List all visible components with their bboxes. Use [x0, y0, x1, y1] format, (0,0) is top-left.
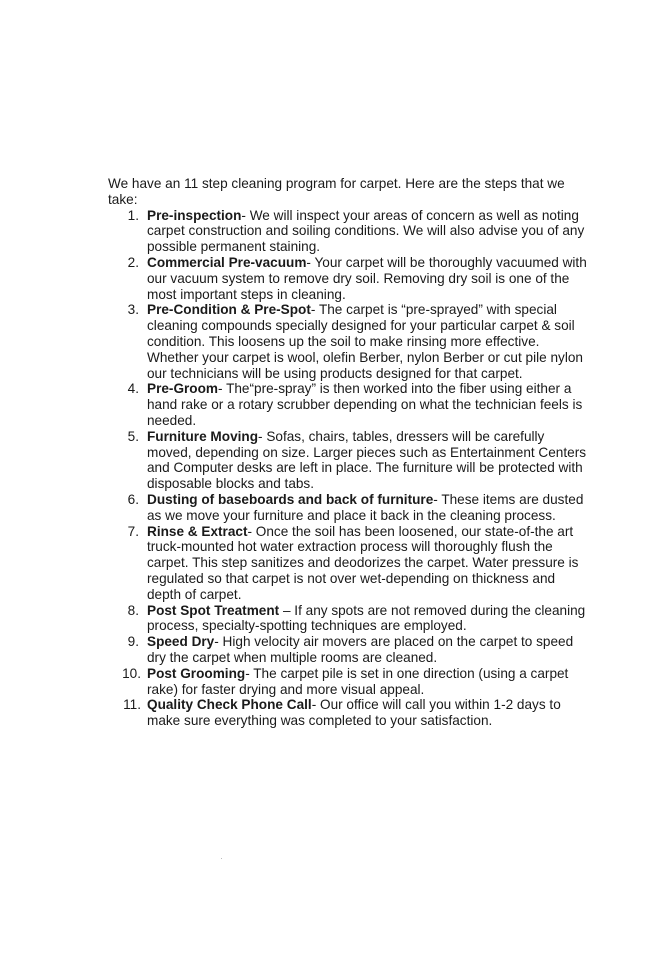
step-text: - Sofas, chairs, tables, dressers will be carefully moved, depending on size. Larger pieces such as Entertainment Centers and Computer desks are left in place. The furniture will be protected with disposable blocks and tabs.	[147, 428, 587, 492]
step-item-1	[108, 208, 590, 255]
steps-list	[108, 208, 590, 729]
step-number: 3.	[127, 302, 139, 318]
step-number: 5.	[127, 428, 139, 444]
step-title: Furniture Moving	[147, 428, 259, 444]
step-text: - These items are dusted as we move your furniture and place it back in the cleaning process.	[147, 491, 584, 523]
step-text: - Your carpet will be thoroughly vacuumed with our vacuum system to remove dry soil. Removing dry soil is one of the most important steps in cleaning.	[147, 254, 587, 302]
step-item-4	[108, 381, 590, 428]
step-number: 7.	[127, 523, 139, 539]
step-number: 11.	[123, 697, 141, 713]
step-title: Speed Dry	[147, 634, 215, 650]
step-item-2	[108, 255, 590, 302]
step-title: Commercial Pre-vacuum	[147, 254, 307, 270]
step-number: 1.	[127, 207, 139, 223]
step-title: Pre-Groom	[147, 381, 219, 397]
intro-paragraph: We have an 11 step cleaning program for carpet. Here are the steps that we take:	[108, 176, 565, 207]
step-item-5	[108, 429, 590, 492]
document-body	[108, 176, 590, 729]
step-item-11	[108, 697, 590, 729]
step-text: - Once the soil has been loosened, our state-of-the art truck-mounted hot water extraction process will thoroughly flush the carpet. This step sanitizes and deodorizes the carpet. Water pressure is regulated so that carpet is not over wet-depending on thickness and depth of carpet.	[147, 523, 579, 602]
step-title: Dusting of baseboards and back of furniture	[147, 491, 434, 507]
step-number: 6.	[127, 491, 139, 507]
step-item-9	[108, 634, 590, 666]
step-title: Quality Check Phone Call	[147, 697, 312, 713]
step-number: 2.	[127, 254, 139, 270]
step-item-3	[108, 302, 590, 381]
step-text: - High velocity air movers are placed on the carpet to speed dry the carpet when multiple rooms are cleaned.	[147, 634, 574, 665]
step-text: - We will inspect your areas of concern as well as noting carpet construction and soiling conditions. We will also advise you of any possible permanent staining.	[147, 207, 585, 255]
step-number: 9.	[127, 634, 139, 650]
step-text: - The carpet pile is set in one direction (using a carpet rake) for faster drying and more visual appeal.	[147, 665, 569, 697]
step-text: - The“pre-spray” is then worked into the fiber using either a hand rake or a rotary scrubber depending on what the technician feels is needed.	[147, 381, 583, 428]
step-title: Pre-inspection	[147, 207, 242, 223]
step-item-8	[108, 603, 590, 635]
step-text: - The carpet is “pre-sprayed” with special cleaning compounds specially designed for your particular carpet & soil condition. This loosens up the soil to make rinsing more effective. Whether your carpet is wool, olefin Berber, nylon Berber or cut pile nylon our technicians will be using products designed for that carpet.	[147, 302, 583, 381]
step-title: Post Grooming	[147, 665, 246, 681]
step-number: 10.	[122, 665, 141, 681]
step-text: – If any spots are not removed during the cleaning process, specialty-spotting techniques are employed.	[147, 602, 586, 634]
step-text: - Our office will call you within 1-2 days to make sure everything was completed to your satisfaction.	[147, 697, 561, 729]
step-title: Pre-Condition & Pre-Spot	[147, 302, 311, 318]
step-item-10	[108, 666, 590, 698]
step-title: Rinse & Extract	[147, 523, 248, 539]
step-title: Post Spot Treatment	[147, 602, 280, 618]
scan-speck	[221, 858, 222, 859]
step-number: 4.	[127, 381, 139, 397]
step-number: 8.	[127, 602, 139, 618]
step-item-7	[108, 524, 590, 603]
step-item-6	[108, 492, 590, 524]
